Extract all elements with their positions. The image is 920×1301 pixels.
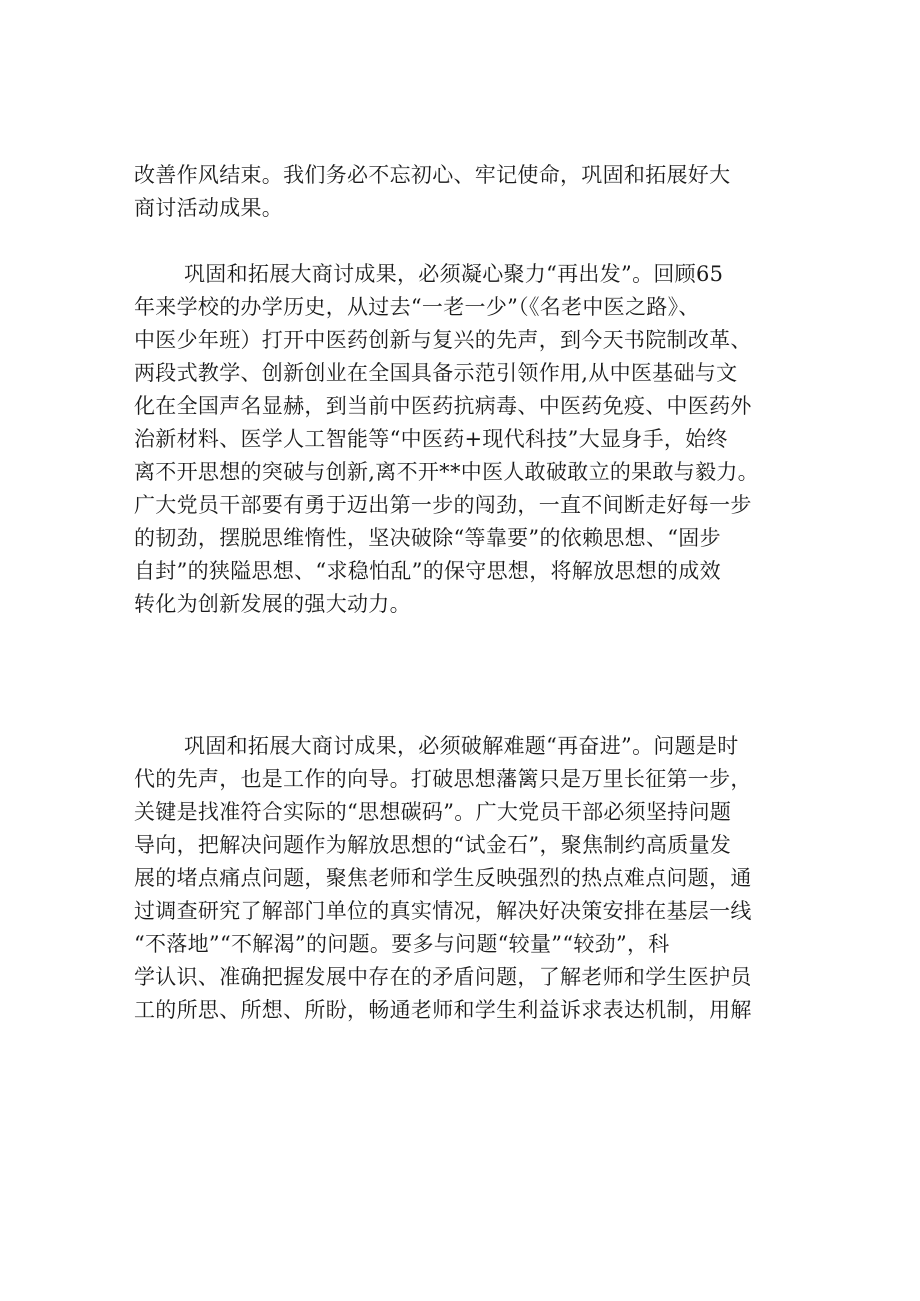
paragraph-line: 改善作风结束。我们务必不忘初心、牢记使命，巩固和拓展好大	[134, 163, 731, 187]
paragraph-line: 转化为创新发展的强大动力。	[134, 592, 411, 616]
paragraph-line: 巩固和拓展大商讨成果，必须破解难题“再奋进”。问题是时	[184, 734, 739, 758]
paragraph-line: “不落地”“不解渴”的问题。要多与问题“较量”“较劲”，科	[134, 932, 670, 956]
paragraph-line: 学认识、准确把握发展中存在的矛盾问题，了解老师和学生医护员	[134, 965, 752, 989]
paragraph-line: 关键是找准符合实际的“思想碳码”。广大党员干部必须坚持问题	[134, 800, 732, 824]
paragraph-line: 的韧劲，摆脱思维惰性，坚决破除“等靠要”的依赖思想、“固步	[134, 526, 721, 550]
paragraph-line: 两段式教学、创新创业在全国具备示范引领作用,从中医基础与文	[134, 361, 738, 385]
paragraph-1	[134, 159, 814, 225]
paragraph-line: 巩固和拓展大商讨成果，必须凝心聚力“再出发”。回顾65	[184, 262, 724, 286]
paragraph-line: 化在全国声名显赫，到当前中医药抗病毒、中医药免疫、中医药外	[134, 394, 752, 418]
paragraph-3	[134, 730, 814, 1027]
paragraph-line: 年来学校的办学历史，从过去“一老一少”（《名老中医之路》、	[134, 295, 700, 319]
paragraph-line: 商讨活动成果。	[134, 196, 284, 220]
paragraph-line: 代的先声，也是工作的向导。打破思想藩篱只是万里长征第一步，	[134, 767, 752, 791]
paragraph-line: 展的堵点痛点问题，聚焦老师和学生反映强烈的热点难点问题，通	[134, 866, 752, 890]
paragraph-line: 过调查研究了解部门单位的真实情况，解决好决策安排在基层一线	[134, 899, 752, 923]
paragraph-line: 广大党员干部要有勇于迈出第一步的闯劲，一直不间断走好每一步	[134, 493, 752, 517]
paragraph-line: 中医少年班）打开中医药创新与复兴的先声，到今天书院制改革、	[134, 328, 752, 352]
paragraph-line: 自封”的狭隘思想、“求稳怕乱”的保守思想，将解放思想的成效	[134, 559, 721, 583]
paragraph-line: 导向，把解决问题作为解放思想的“试金石”，聚焦制约高质量发	[134, 833, 732, 857]
paragraph-line: 工的所思、所想、所盼，畅通老师和学生利益诉求表达机制，用解	[134, 998, 752, 1022]
paragraph-line: 离不开思想的突破与创新,离不开**中医人敢破敢立的果敢与毅力。	[134, 460, 759, 484]
paragraph-line: 治新材料、医学人工智能等“中医药+现代科技”大显身手，始终	[134, 427, 728, 451]
paragraph-2	[134, 258, 814, 621]
